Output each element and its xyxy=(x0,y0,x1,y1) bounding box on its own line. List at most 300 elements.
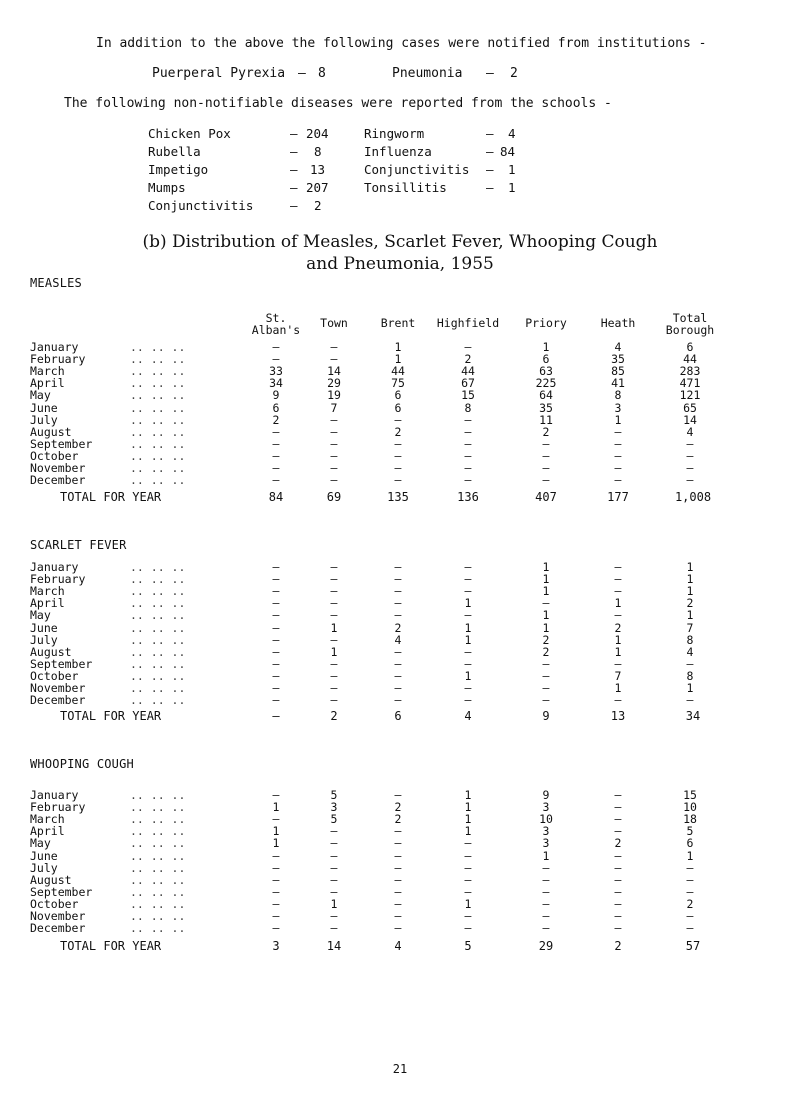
table-row xyxy=(30,633,790,645)
month-label: September xyxy=(30,884,93,899)
table-cell: – xyxy=(464,461,472,475)
table-cell: – xyxy=(330,596,338,611)
table-cell: – xyxy=(464,608,472,623)
table-cell: – xyxy=(272,693,280,708)
total-cell: 2 xyxy=(330,709,338,723)
table-cell: – xyxy=(330,461,338,475)
table-row xyxy=(30,621,790,633)
table-cell: – xyxy=(272,584,280,599)
table-cell: 4 xyxy=(394,632,402,647)
table-cell: 6 xyxy=(686,836,694,851)
total-cell: 2 xyxy=(614,939,622,953)
table-cell: 29 xyxy=(327,376,341,391)
table-cell: – xyxy=(330,848,338,863)
month-label: May xyxy=(30,608,51,623)
month-label: June xyxy=(30,848,58,863)
leader-dots: .. .. .. xyxy=(130,896,186,911)
table-cell: – xyxy=(542,596,550,611)
table-cell: – xyxy=(330,872,338,887)
table-cell: – xyxy=(394,788,402,802)
table-cell: 2 xyxy=(686,896,694,911)
total-row xyxy=(30,709,790,723)
table-cell: – xyxy=(686,860,694,875)
table-cell: – xyxy=(330,909,338,923)
table-cell: – xyxy=(394,836,402,851)
month-label: April xyxy=(30,596,65,611)
table-cell: – xyxy=(614,884,622,899)
total-cell: 69 xyxy=(326,490,342,504)
leader-dots: .. .. .. xyxy=(130,656,186,671)
month-label: November xyxy=(30,461,86,475)
table-row xyxy=(30,596,790,611)
month-label: July xyxy=(30,412,58,427)
table-cell: 1 xyxy=(330,896,338,911)
table-cell: 3 xyxy=(614,400,622,415)
total-cell: 29 xyxy=(538,939,554,953)
table-cell: – xyxy=(614,860,622,875)
table-row xyxy=(30,788,790,800)
disease-name: Conjunctivitis xyxy=(364,162,470,177)
table-cell: – xyxy=(272,461,280,475)
disease-dash: – xyxy=(290,126,298,141)
section-heading-line1: (b) Distribution of Measles, Scarlet Fever, Whooping Cough xyxy=(142,232,658,252)
disease-value: 207 xyxy=(306,180,329,195)
month-label: December xyxy=(30,473,86,488)
table-cell: – xyxy=(394,584,402,599)
table-cell: – xyxy=(272,848,280,863)
institutions-line: In addition to the above the following cases were notified from institutions - xyxy=(96,36,707,51)
total-cell: 13 xyxy=(610,709,626,723)
table-row xyxy=(30,437,790,449)
table-cell: – xyxy=(330,681,338,695)
table-cell: – xyxy=(272,872,280,887)
table-cell: 9 xyxy=(272,388,280,403)
table-cell: 2 xyxy=(542,424,550,439)
leader-dots: .. .. .. xyxy=(130,620,186,635)
column-header: St. Alban's xyxy=(251,311,301,337)
month-label: May xyxy=(30,388,51,403)
table-row xyxy=(30,584,790,599)
table-cell: 5 xyxy=(330,812,338,827)
total-cell: 135 xyxy=(387,490,409,504)
table-cell: – xyxy=(542,668,550,683)
table-cell: – xyxy=(542,921,550,936)
leader-dots: .. .. .. xyxy=(130,681,186,695)
puerperal-label: Puerperal Pyrexia xyxy=(152,66,286,81)
page-number: 21 xyxy=(392,1062,408,1076)
leader-dots: .. .. .. xyxy=(130,921,186,936)
disease-name: Ringworm xyxy=(364,126,425,141)
table-cell: 7 xyxy=(686,620,694,635)
table-cell: – xyxy=(394,448,402,463)
table-cell: – xyxy=(686,656,694,671)
table-cell: 44 xyxy=(391,364,405,379)
month-label: October xyxy=(30,448,79,463)
month-label: March xyxy=(30,812,65,827)
table-cell: – xyxy=(272,632,280,647)
table-cell: 34 xyxy=(269,376,283,391)
table-cell: – xyxy=(272,644,280,659)
table-cell: – xyxy=(330,608,338,623)
table-cell: 19 xyxy=(327,388,341,403)
table-cell: – xyxy=(542,693,550,708)
table-cell: – xyxy=(330,584,338,599)
table-cell: – xyxy=(394,656,402,671)
table-cell: 1 xyxy=(464,800,472,815)
column-header: Highfield xyxy=(436,316,500,330)
total-row xyxy=(30,939,790,953)
table-cell: – xyxy=(614,788,622,802)
table-cell: – xyxy=(464,872,472,887)
table-cell: 7 xyxy=(330,400,338,415)
table-cell: 3 xyxy=(542,824,550,839)
disease-value: 84 xyxy=(500,144,516,159)
table-cell: – xyxy=(272,620,280,635)
table-cell: 1 xyxy=(394,352,402,367)
table-cell: 1 xyxy=(542,848,550,863)
table-cell: – xyxy=(330,860,338,875)
month-label: October xyxy=(30,668,79,683)
table-row xyxy=(30,645,790,657)
table-cell: 1 xyxy=(464,788,472,802)
table-cell: – xyxy=(614,560,622,574)
table-cell: – xyxy=(394,412,402,427)
total-cell: 136 xyxy=(457,490,479,504)
table-cell: 8 xyxy=(686,632,694,647)
table-cell: – xyxy=(686,448,694,463)
table-cell: – xyxy=(614,448,622,463)
table-cell: – xyxy=(614,921,622,936)
month-label: June xyxy=(30,620,58,635)
table-cell: – xyxy=(394,596,402,611)
table-cell: 14 xyxy=(683,412,697,427)
disease-value: 1 xyxy=(508,162,516,177)
table-cell: – xyxy=(394,921,402,936)
table-cell: – xyxy=(394,824,402,839)
table-cell: – xyxy=(614,656,622,671)
table-cell: – xyxy=(272,812,280,827)
table-row xyxy=(30,836,790,851)
leader-dots: .. .. .. xyxy=(130,644,186,659)
table-row xyxy=(30,560,790,572)
table-cell: – xyxy=(394,560,402,574)
table-cell: – xyxy=(394,872,402,887)
table-cell: – xyxy=(330,836,338,851)
table-cell: 85 xyxy=(611,364,625,379)
table-row xyxy=(30,909,790,921)
table-cell: – xyxy=(330,412,338,427)
table-cell: – xyxy=(464,644,472,659)
puerperal-dash: – xyxy=(298,66,306,81)
table-cell: – xyxy=(614,693,622,708)
table-cell: – xyxy=(464,448,472,463)
table-cell: 4 xyxy=(686,424,694,439)
table-cell: – xyxy=(686,461,694,475)
table-title: WHOOPING COUGH xyxy=(30,757,134,771)
table-cell: – xyxy=(686,872,694,887)
table-cell: 67 xyxy=(461,376,475,391)
table-cell: 2 xyxy=(542,644,550,659)
total-cell: 3 xyxy=(272,939,280,953)
month-label: December xyxy=(30,921,86,936)
leader-dots: .. .. .. xyxy=(130,812,186,827)
table-cell: – xyxy=(686,436,694,451)
table-cell: – xyxy=(272,668,280,683)
table-cell: 6 xyxy=(686,340,694,354)
table-cell: 35 xyxy=(611,352,625,367)
table-row xyxy=(30,921,790,936)
table-row xyxy=(30,352,790,367)
table-row xyxy=(30,693,790,708)
disease-value: 204 xyxy=(306,126,329,141)
table-row xyxy=(30,681,790,693)
table-cell: – xyxy=(330,668,338,683)
table-cell: – xyxy=(614,848,622,863)
table-cell: – xyxy=(330,884,338,899)
table-cell: – xyxy=(464,921,472,936)
table-cell: – xyxy=(542,436,550,451)
table-cell: 44 xyxy=(683,352,697,367)
table-cell: – xyxy=(542,473,550,488)
disease-dash: – xyxy=(290,198,298,213)
table-cell: 8 xyxy=(464,400,472,415)
table-cell: – xyxy=(394,848,402,863)
disease-value: 8 xyxy=(314,144,322,159)
month-label: April xyxy=(30,824,65,839)
table-row xyxy=(30,849,790,861)
table-cell: 1 xyxy=(686,584,694,599)
table-cell: 1 xyxy=(614,412,622,427)
total-cell: 1,008 xyxy=(674,490,712,504)
table-title: MEASLES xyxy=(30,276,82,290)
table-cell: – xyxy=(542,461,550,475)
table-cell: 65 xyxy=(683,400,697,415)
table-cell: – xyxy=(614,909,622,923)
leader-dots: .. .. .. xyxy=(130,560,186,574)
table-cell: 3 xyxy=(330,800,338,815)
table-cell: – xyxy=(330,352,338,367)
month-label: March xyxy=(30,364,65,379)
leader-dots: .. .. .. xyxy=(130,473,186,488)
table-cell: – xyxy=(614,812,622,827)
table-cell: – xyxy=(330,448,338,463)
month-label: August xyxy=(30,424,72,439)
table-cell: 1 xyxy=(614,681,622,695)
table-cell: 225 xyxy=(535,376,557,391)
table-row xyxy=(30,800,790,815)
table-cell: – xyxy=(464,860,472,875)
disease-name: Impetigo xyxy=(148,162,209,177)
disease-name: Chicken Pox xyxy=(148,126,231,141)
table-cell: – xyxy=(464,572,472,587)
table-cell: 1 xyxy=(394,340,402,354)
table-cell: 121 xyxy=(679,388,701,403)
table-cell: – xyxy=(394,572,402,587)
leader-dots: .. .. .. xyxy=(130,376,186,391)
total-cell: 84 xyxy=(268,490,284,504)
table-cell: – xyxy=(272,424,280,439)
table-row xyxy=(30,413,790,425)
table-cell: 1 xyxy=(464,620,472,635)
table-cell: – xyxy=(272,596,280,611)
leader-dots: .. .. .. xyxy=(130,872,186,887)
table-cell: – xyxy=(272,340,280,354)
table-cell: – xyxy=(464,656,472,671)
total-label: TOTAL FOR YEAR xyxy=(60,939,162,953)
table-cell: 1 xyxy=(542,608,550,623)
table-cell: – xyxy=(542,909,550,923)
month-label: March xyxy=(30,584,65,599)
table-cell: – xyxy=(272,448,280,463)
table-cell: 35 xyxy=(539,400,553,415)
disease-dash: – xyxy=(486,180,494,195)
table-cell: – xyxy=(464,436,472,451)
table-cell: 2 xyxy=(272,412,280,427)
table-cell: 4 xyxy=(614,340,622,354)
table-cell: 1 xyxy=(614,644,622,659)
disease-name: Mumps xyxy=(148,180,186,195)
table-cell: 6 xyxy=(394,400,402,415)
disease-name: Conjunctivitis xyxy=(148,198,254,213)
table-cell: 2 xyxy=(614,620,622,635)
table-cell: 15 xyxy=(683,788,697,802)
disease-name: Tonsillitis xyxy=(364,180,447,195)
table-cell: 2 xyxy=(394,812,402,827)
disease-value: 4 xyxy=(508,126,516,141)
leader-dots: .. .. .. xyxy=(130,596,186,611)
table-cell: – xyxy=(330,560,338,574)
table-cell: 5 xyxy=(330,788,338,802)
table-cell: – xyxy=(394,909,402,923)
leader-dots: .. .. .. xyxy=(130,800,186,815)
leader-dots: .. .. .. xyxy=(130,436,186,451)
table-cell: – xyxy=(464,681,472,695)
table-row xyxy=(30,388,790,403)
disease-value: 2 xyxy=(314,198,322,213)
total-cell: 14 xyxy=(326,939,342,953)
table-row xyxy=(30,376,790,391)
table-cell: 2 xyxy=(614,836,622,851)
table-cell: – xyxy=(686,921,694,936)
table-row xyxy=(30,401,790,413)
table-cell: 8 xyxy=(614,388,622,403)
table-cell: 10 xyxy=(539,812,553,827)
total-cell: 4 xyxy=(394,939,402,953)
table-cell: – xyxy=(614,872,622,887)
table-cell: 2 xyxy=(542,632,550,647)
leader-dots: .. .. .. xyxy=(130,860,186,875)
table-cell: – xyxy=(394,860,402,875)
table-cell: 44 xyxy=(461,364,475,379)
table-cell: – xyxy=(464,560,472,574)
leader-dots: .. .. .. xyxy=(130,448,186,463)
table-cell: – xyxy=(330,572,338,587)
table-cell: 3 xyxy=(542,836,550,851)
total-cell: – xyxy=(272,709,280,723)
pneumonia-value: 2 xyxy=(510,66,518,81)
table-cell: – xyxy=(614,436,622,451)
table-row xyxy=(30,425,790,437)
table-cell: – xyxy=(614,824,622,839)
disease-dash: – xyxy=(486,126,494,141)
leader-dots: .. .. .. xyxy=(130,909,186,923)
table-cell: – xyxy=(272,896,280,911)
leader-dots: .. .. .. xyxy=(130,572,186,587)
total-cell: 4 xyxy=(464,709,472,723)
table-cell: 1 xyxy=(542,620,550,635)
table-cell: – xyxy=(272,884,280,899)
table-cell: 1 xyxy=(542,560,550,574)
table-cell: 2 xyxy=(394,800,402,815)
table-cell: – xyxy=(464,424,472,439)
table-row xyxy=(30,824,790,839)
table-cell: – xyxy=(394,681,402,695)
table-row xyxy=(30,812,790,827)
table-cell: – xyxy=(330,693,338,708)
leader-dots: .. .. .. xyxy=(130,412,186,427)
table-cell: – xyxy=(614,800,622,815)
table-cell: 1 xyxy=(330,620,338,635)
table-cell: 41 xyxy=(611,376,625,391)
table-cell: – xyxy=(272,352,280,367)
table-cell: 1 xyxy=(686,848,694,863)
disease-value: 1 xyxy=(508,180,516,195)
month-label: November xyxy=(30,909,86,923)
table-cell: 6 xyxy=(542,352,550,367)
table-cell: – xyxy=(394,884,402,899)
table-cell: – xyxy=(686,693,694,708)
total-cell: 177 xyxy=(607,490,629,504)
table-cell: – xyxy=(464,584,472,599)
table-cell: 64 xyxy=(539,388,553,403)
table-cell: – xyxy=(614,608,622,623)
month-label: August xyxy=(30,644,72,659)
table-cell: – xyxy=(542,872,550,887)
month-label: January xyxy=(30,788,79,802)
leader-dots: .. .. .. xyxy=(130,788,186,802)
table-cell: – xyxy=(394,461,402,475)
table-cell: – xyxy=(330,921,338,936)
leader-dots: .. .. .. xyxy=(130,364,186,379)
table-row xyxy=(30,873,790,885)
table-cell: – xyxy=(272,681,280,695)
disease-dash: – xyxy=(486,144,494,159)
table-cell: – xyxy=(394,693,402,708)
month-label: February xyxy=(30,572,86,587)
month-label: October xyxy=(30,896,79,911)
table-cell: 1 xyxy=(464,812,472,827)
table-cell: – xyxy=(330,424,338,439)
table-cell: – xyxy=(542,860,550,875)
table-cell: – xyxy=(542,448,550,463)
table-cell: 1 xyxy=(686,608,694,623)
table-cell: – xyxy=(686,884,694,899)
section-heading-line2: and Pneumonia, 1955 xyxy=(306,254,494,274)
table-cell: 15 xyxy=(461,388,475,403)
table-cell: – xyxy=(542,681,550,695)
table-cell: – xyxy=(614,473,622,488)
table-title: SCARLET FEVER xyxy=(30,538,127,552)
total-cell: 34 xyxy=(685,709,701,723)
table-cell: – xyxy=(272,921,280,936)
table-cell: – xyxy=(394,608,402,623)
month-label: September xyxy=(30,436,93,451)
table-cell: 6 xyxy=(394,388,402,403)
disease-dash: – xyxy=(290,180,298,195)
schools-line: The following non-notifiable diseases were reported from the schools - xyxy=(64,96,612,111)
month-label: February xyxy=(30,352,86,367)
table-cell: – xyxy=(330,656,338,671)
